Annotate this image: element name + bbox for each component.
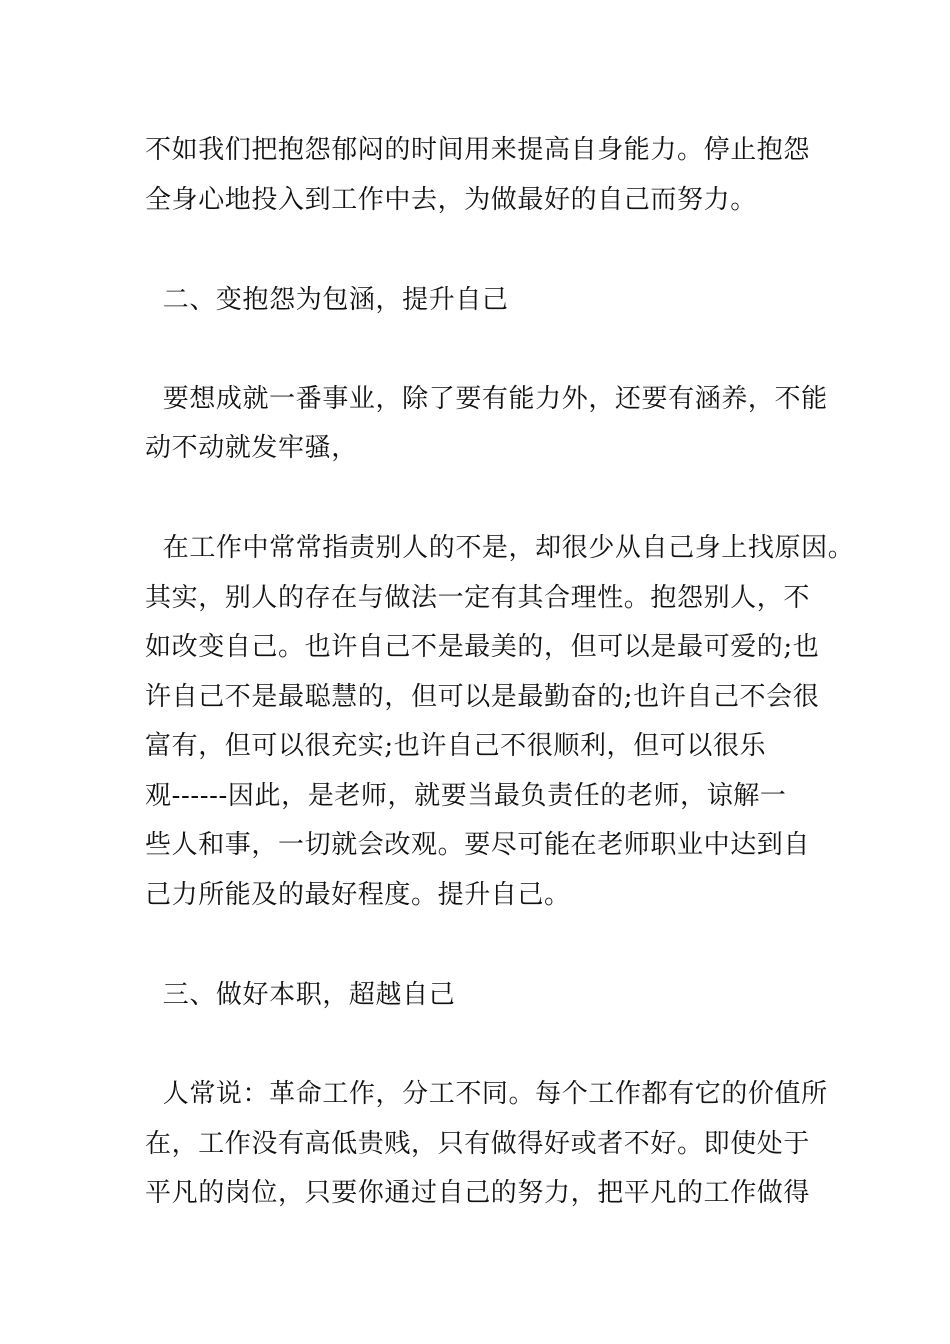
section-heading: 三、做好本职，超越自己 [145,980,456,1010]
paragraph-line: 动不动就发牢骚， [145,433,358,463]
paragraph-line: 要想成就一番事业，除了要有能力外，还要有涵养，不能 [145,384,828,414]
paragraph-line: 许自己不是最聪慧的，但可以是最勤奋的;也许自己不会很 [145,682,820,712]
paragraph-line: 在，工作没有高低贵贱，只有做得好或者不好。即使处于 [145,1129,811,1159]
paragraph-line: 些人和事，一切就会改观。要尽可能在老师职业中达到自 [145,830,811,860]
paragraph-line: 人常说：革命工作，分工不同。每个工作都有它的价值所 [145,1079,828,1109]
paragraph-line: 全身心地投入到工作中去，为做最好的自己而努力。 [145,185,757,215]
paragraph-line: 富有，但可以很充实;也许自己不很顺利，但可以很乐 [145,731,767,761]
paragraph-line: 观------因此，是老师，就要当最负责任的老师，谅解一 [145,781,787,811]
paragraph-line: 其实，别人的存在与做法一定有其合理性。抱怨别人，不 [145,583,811,613]
section-heading: 二、变抱怨为包涵，提升自己 [145,285,509,315]
paragraph-line: 在工作中常常指责别人的不是，却很少从自己身上找原因。 [145,533,855,563]
paragraph-line: 不如我们把抱怨郁闷的时间用来提高自身能力。停止抱怨 [145,135,811,165]
paragraph-line: 己力所能及的最好程度。提升自己。 [145,880,571,910]
paragraph-line: 如改变自己。也许自己不是最美的，但可以是最可爱的;也 [145,632,820,662]
paragraph-line: 平凡的岗位，只要你通过自己的努力，把平凡的工作做得 [145,1178,811,1208]
